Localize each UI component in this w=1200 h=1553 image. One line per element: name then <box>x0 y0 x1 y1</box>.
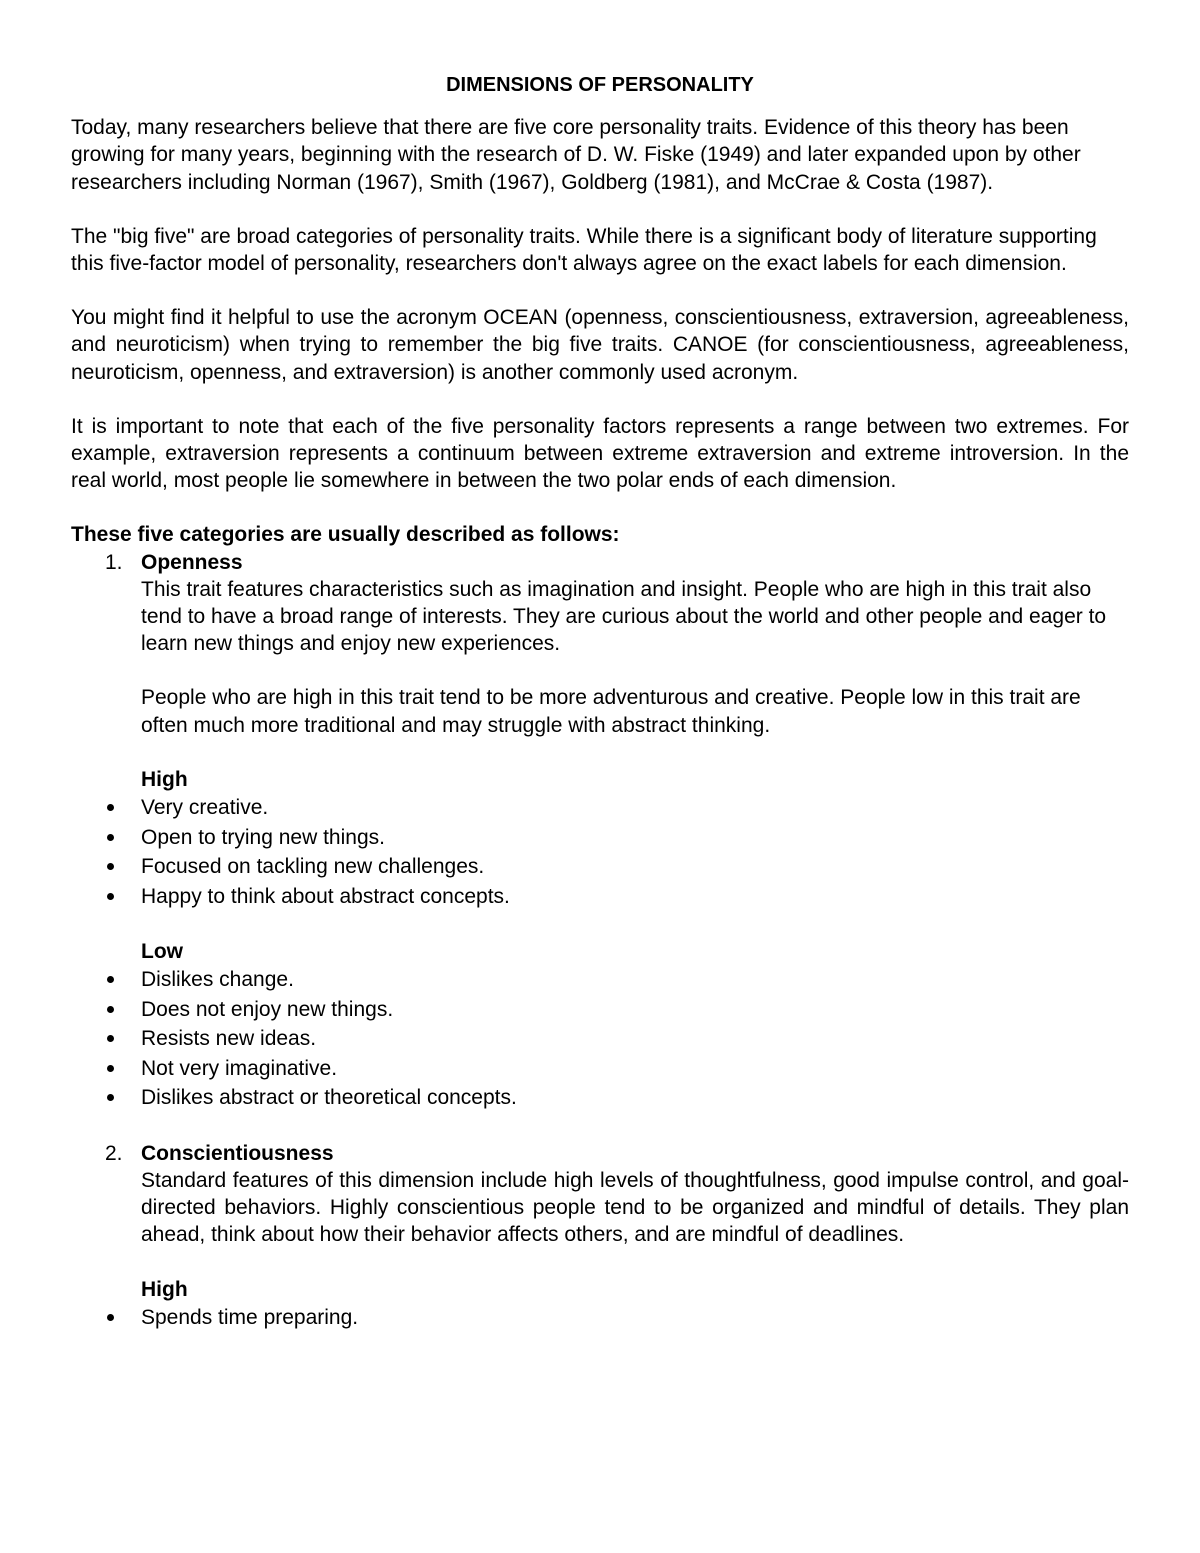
category-openness <box>71 549 1129 793</box>
openness-high-list <box>71 793 1129 911</box>
bullet-icon <box>107 1314 114 1321</box>
openness-low-section <box>71 938 1129 965</box>
category-description-2: People who are high in this trait tend to be more adventurous and creative. People low in this trait are often much more traditional and may struggle with abstract thinking. <box>141 686 1081 737</box>
bullet-icon <box>107 1065 114 1072</box>
openness-low-list <box>71 965 1129 1113</box>
low-heading: Low <box>141 940 183 964</box>
category-description: Standard features of this dimension include high levels of thoughtfulness, good impulse control, and goal-directed behaviors. Highly conscientious people tend to be organized and mindful of details. They plan ahead, think about how their behavior affects others, and are mindful of deadlines. <box>141 1168 1129 1247</box>
bullet-icon <box>107 976 114 983</box>
bullet-icon <box>107 1094 114 1101</box>
document-title: DIMENSIONS OF PERSONALITY <box>446 74 754 96</box>
bullet-icon <box>107 863 114 870</box>
list-item: Very creative. <box>71 793 1129 823</box>
list-item: Dislikes change. <box>71 965 1129 995</box>
conscientiousness-high-list <box>71 1303 1129 1333</box>
categories-lead: These five categories are usually described as follows: <box>71 523 620 547</box>
list-item: Happy to think about abstract concepts. <box>71 882 1129 912</box>
intro-paragraph: Today, many researchers believe that there are five core personality traits. Evidence of this theory has been growing for many years, beginning with the research of D. W. Fiske (1949) and later expanded upon by other researchers including Norman (1967), Smith (1967), Goldberg (1981), and McCrae & Costa (1987). <box>71 116 1081 194</box>
list-item: Open to trying new things. <box>71 823 1129 853</box>
bullet-icon <box>107 1006 114 1013</box>
range-paragraph: It is important to note that each of the five personality factors represents a range between two extremes. For example, extraversion represents a continuum between extreme extraversion and extreme introversion. In the real world, most people lie somewhere in between the two polar ends of each dimension. <box>71 414 1129 493</box>
bullet-icon <box>107 1035 114 1042</box>
high-heading: High <box>141 1277 188 1301</box>
acronym-paragraph: You might find it helpful to use the acronym OCEAN (openness, conscientiousness, extraversion, agreeableness, and neuroticism) when trying to remember the big five traits. CANOE (for conscientiousness, agreeableness, neuroticism, openness, and extraversion) is another commonly used acronym. <box>71 306 1129 384</box>
high-heading: High <box>141 767 188 791</box>
list-item: Focused on tackling new challenges. <box>71 852 1129 882</box>
document-page <box>71 72 1129 1359</box>
category-name: Openness <box>141 550 243 574</box>
bullet-icon <box>107 804 114 811</box>
bullet-icon <box>107 834 114 841</box>
big-five-paragraph: The "big five" are broad categories of personality traits. While there is a significant body of literature supporting this five-factor model of personality, researchers don't always agree on the exact labels for each dimension. <box>71 224 1097 276</box>
category-number: 1. <box>105 550 123 574</box>
list-item: Spends time preparing. <box>71 1303 1129 1333</box>
category-number: 2. <box>105 1141 123 1165</box>
list-item: Does not enjoy new things. <box>71 995 1129 1025</box>
category-description: This trait features characteristics such as imagination and insight. People who are high in this trait also tend to have a broad range of interests. They are curious about the world and other people and eager to learn new things and enjoy new experiences. <box>141 577 1107 656</box>
list-item: Dislikes abstract or theoretical concepts. <box>71 1083 1129 1113</box>
category-conscientiousness <box>71 1140 1129 1303</box>
bullet-icon <box>107 893 114 900</box>
category-name: Conscientiousness <box>141 1141 334 1165</box>
list-item: Resists new ideas. <box>71 1024 1129 1054</box>
list-item: Not very imaginative. <box>71 1054 1129 1084</box>
